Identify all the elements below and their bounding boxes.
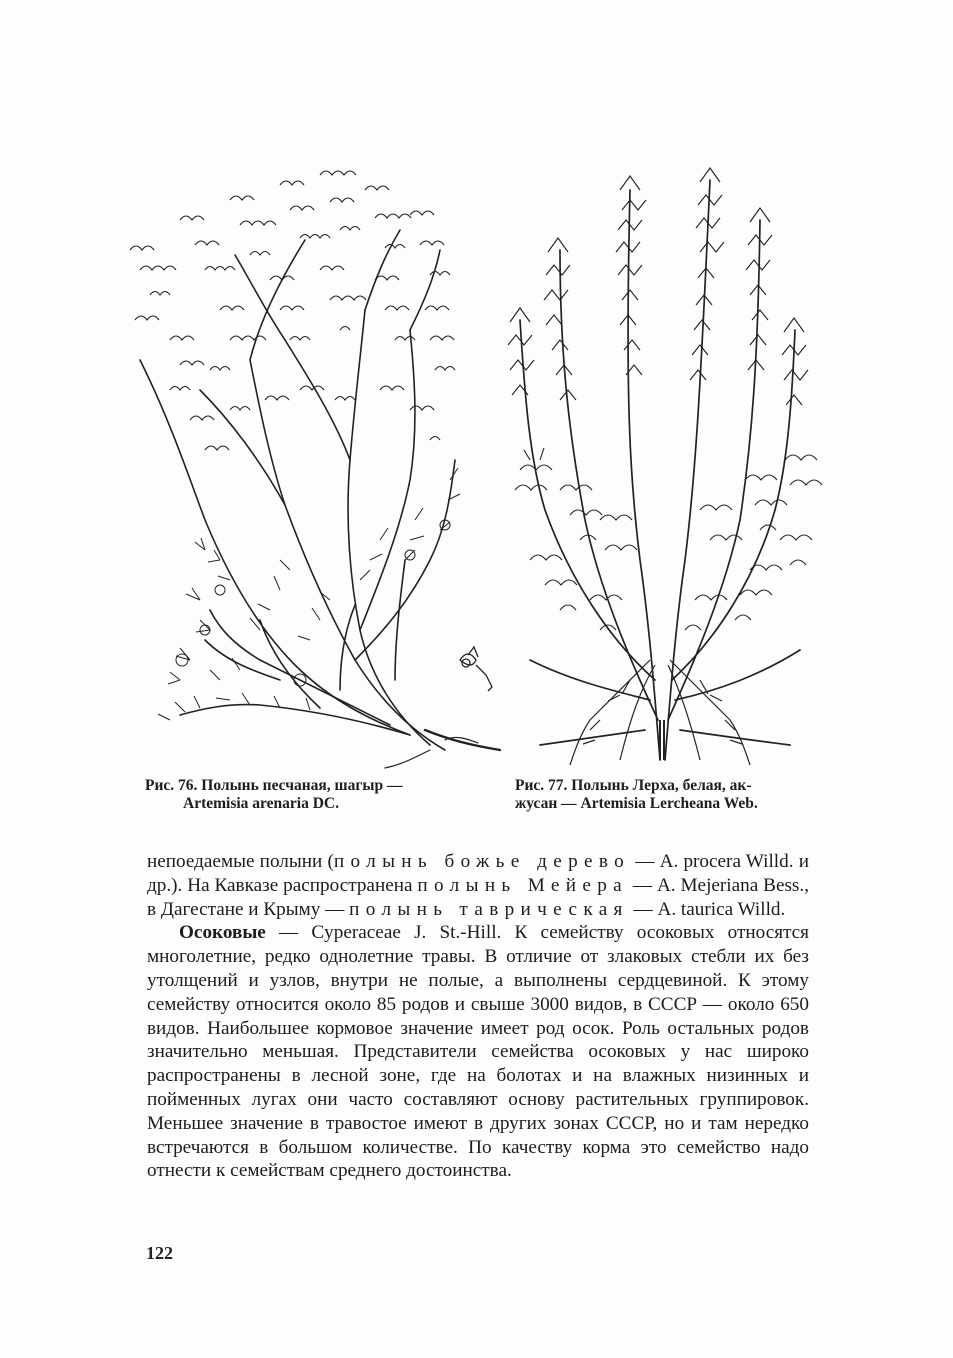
paragraph-2 <box>147 921 809 1183</box>
paragraph-1-text-1: непоедаемые полыни ( <box>147 851 334 872</box>
figure-77-caption <box>515 777 815 813</box>
artemisia-lercheana-drawing <box>500 160 830 770</box>
paragraph-1-text-3: — A. Mejeriana Bess., в Дагестане и Крыму — <box>147 874 809 920</box>
figure-76-caption <box>145 777 495 813</box>
figure-77-caption-line1: Рис. 77. Полынь Лерха, белая, ак- <box>515 777 752 794</box>
paragraph-2-body: — Cyperaceae J. St.-Hill. К семейству осоковых относятся многолетние, редко однолетние травы. В отличие от злаковых стебли их без утолщений и узлов, внутри не полые, а выполнены сердцевиной. К этому семейству относится около 85 родов и свыше 3000 видов, в СССР — около 650 видов. Наибольшее кормовое значение имеет род осок. Роль остальных родов значительно меньшая. Представители семейства осоковых у нас широко распространены в лесной зоне, где на болотах и на влажных низинных и пойменных лугах они часто составляют основу растительных группировок. Меньшее значение в травостое имеют в других зонах СССР, но и там нередко встречаются в большом количестве. По качеству корма это семейство надо отнести к семействам среднего достоинства. <box>147 922 809 1182</box>
spaced-term-1: полынь божье дерево <box>333 851 631 872</box>
figure-77-caption-line2: жусан — Artemisia Lercheana Web. <box>515 795 758 812</box>
paragraph-1 <box>147 850 809 921</box>
page-number: 122 <box>146 1243 173 1263</box>
figure-77-illustration <box>500 160 830 770</box>
paragraph-1-text-4: — A. taurica Willd. <box>628 898 786 920</box>
figure-76-caption-line2: Artemisia arenaria DC. <box>183 795 339 812</box>
artemisia-arenaria-drawing <box>110 160 510 770</box>
figure-76-illustration <box>110 160 510 770</box>
figure-76-caption-line1: Рис. 76. Полынь песчаная, шагыр — <box>145 777 403 794</box>
body-text <box>147 850 809 1183</box>
section-heading-cyperaceae: Осоковые <box>179 922 266 944</box>
spaced-term-2: полынь Мейера <box>417 874 628 896</box>
spaced-term-3: полынь таврическая <box>349 898 629 920</box>
paragraph-1-text-2: — A. procera Willd. и др.). На Кавказе распространена <box>147 851 809 896</box>
